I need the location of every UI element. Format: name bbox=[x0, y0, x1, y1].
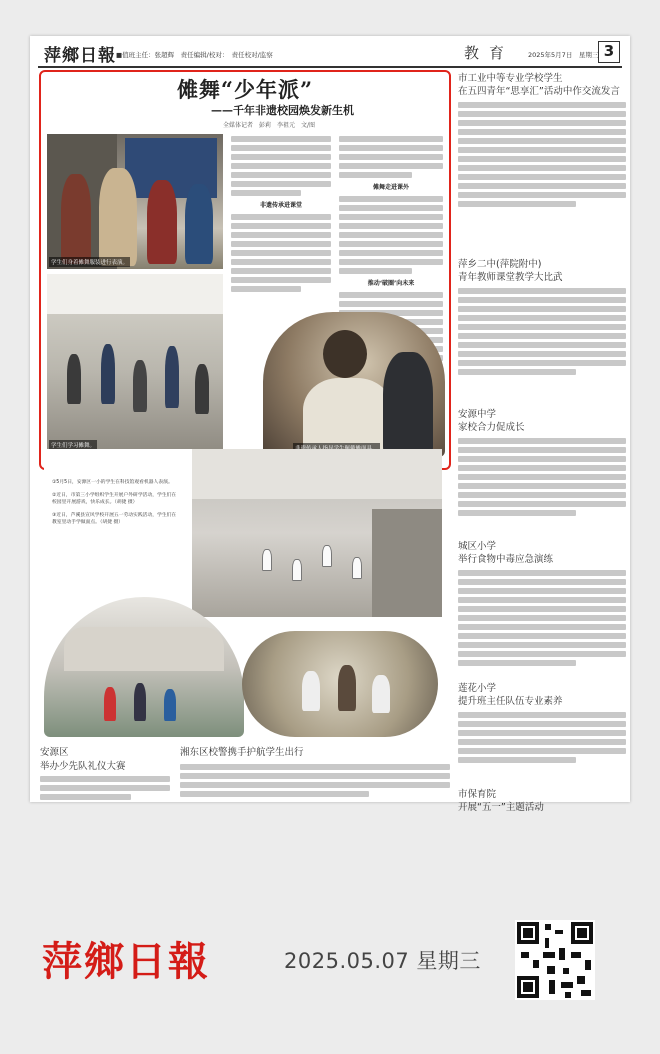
article-headline: 举办少先队礼仪大赛 bbox=[40, 761, 126, 772]
lead-story-highlight[interactable] bbox=[39, 70, 451, 470]
article-xiangdong-police[interactable] bbox=[180, 744, 450, 800]
robot-figure bbox=[352, 557, 362, 579]
article-headline: 举行食物中毒应急演练 bbox=[458, 554, 554, 565]
masthead-credits: ■值班主任：张超辉 责任编辑/校对： 责任校对/监察 bbox=[116, 51, 273, 59]
lead-subhead-1: 非遗传承进课堂 bbox=[259, 202, 302, 209]
article-vocational-school[interactable] bbox=[458, 72, 626, 210]
article-body bbox=[40, 776, 170, 800]
robot-figure bbox=[262, 549, 272, 571]
article-headline: 在五四青年“思享汇”活动中作交流发言 bbox=[458, 86, 620, 97]
robot-figure bbox=[292, 559, 302, 581]
robot-figure bbox=[322, 545, 332, 567]
teacher-figure bbox=[383, 352, 433, 457]
qr-code[interactable] bbox=[515, 920, 595, 1000]
performer-figure bbox=[147, 180, 177, 264]
performer-figure bbox=[99, 168, 137, 266]
article-headline: 提升班主任队伍专业素养 bbox=[458, 696, 563, 707]
article-headline: 湘东区校警携手护航学生出行 bbox=[180, 747, 304, 758]
footer-logo: 萍鄉日報 bbox=[42, 938, 210, 985]
footer-date: 2025.05.07 星期三 bbox=[284, 949, 481, 973]
article-pingxiang-no2[interactable] bbox=[458, 258, 626, 378]
dancer-figure bbox=[133, 360, 147, 412]
dance-practice-photo bbox=[47, 274, 223, 452]
photo-caption-1: ①5月5日，安源区一小的学生在科技馆观看机器人表演。 bbox=[52, 480, 173, 485]
masthead-date: 2025年5月7日 星期三 bbox=[528, 51, 599, 59]
article-headline: 市保育院 bbox=[458, 789, 497, 800]
lead-story-subtitle: ——千年非遗校园焕发新生机 bbox=[211, 104, 354, 117]
audience-crowd bbox=[372, 509, 442, 617]
article-headline: 市工业中等专业学校学生 bbox=[458, 73, 563, 84]
window-light bbox=[47, 274, 223, 314]
school-building bbox=[64, 627, 224, 671]
photo-caption-3: ③近日，芦溪县宣风学校开展五一劳动实践活动，学生们在教室里动手学做面点。（胡捷 摄） bbox=[52, 513, 177, 525]
performer-figure bbox=[185, 184, 213, 264]
photo-caption-2: ②近日，市第三小学组织学生开展户外研学活动，学生们在校园里开展游戏，快乐成长。（胡捷 摄） bbox=[52, 493, 177, 505]
child-figure bbox=[104, 687, 116, 721]
page-number: 3 bbox=[598, 41, 620, 63]
article-body bbox=[458, 438, 626, 516]
masthead bbox=[38, 40, 622, 68]
lead-subhead-3: 推动‘破圈’向未来 bbox=[367, 280, 415, 287]
newspaper-page bbox=[30, 36, 630, 813]
lead-text-column-1 bbox=[231, 136, 331, 295]
section-name: 教育 bbox=[464, 44, 515, 62]
nuo-mask bbox=[323, 330, 367, 378]
child-figure bbox=[164, 689, 176, 721]
bottom-news-row bbox=[40, 744, 624, 802]
dancer-figure bbox=[67, 354, 81, 404]
mask-fitting-photo bbox=[263, 312, 445, 457]
masthead-logo: 萍鄉日報 bbox=[44, 46, 116, 66]
student-figure bbox=[372, 675, 390, 713]
schoolyard-photo bbox=[44, 597, 244, 737]
opera-performance-photo bbox=[47, 134, 223, 269]
article-headline: 安源中学 bbox=[458, 409, 497, 420]
student-figure bbox=[338, 665, 356, 711]
dancer-figure bbox=[195, 364, 209, 414]
article-headline: 萍乡二中(萍院附中) bbox=[458, 259, 542, 270]
article-headline: 开展“五一”主题活动 bbox=[458, 802, 544, 813]
article-city-primary[interactable] bbox=[458, 540, 626, 669]
article-headline: 城区小学 bbox=[458, 541, 497, 552]
article-headline: 莲花小学 bbox=[458, 683, 497, 694]
article-body bbox=[458, 102, 626, 207]
article-anyuan-middle[interactable] bbox=[458, 408, 626, 519]
student-figure bbox=[302, 671, 320, 711]
dance-photo-caption: 学生们学习傩舞。 bbox=[49, 440, 97, 450]
dancer-figure bbox=[101, 344, 115, 404]
robot-show-photo bbox=[192, 449, 442, 617]
lead-story-byline: 全媒体记者 彭莉 李祖元 文/图 bbox=[223, 122, 316, 129]
hall-ceiling bbox=[192, 449, 442, 499]
performer-figure bbox=[61, 174, 91, 264]
cooking-class-photo bbox=[242, 631, 438, 737]
article-headline: 安源区 bbox=[40, 747, 69, 758]
article-body bbox=[458, 288, 626, 375]
article-anyuan-pioneers[interactable] bbox=[40, 744, 170, 803]
article-headline: 青年教师课堂教学大比武 bbox=[458, 272, 563, 283]
opera-photo-caption: 学生们身着傩舞服装进行表演。 bbox=[49, 257, 130, 267]
article-body bbox=[180, 764, 450, 797]
lead-subhead-2: 傩舞走进课外 bbox=[372, 184, 409, 191]
article-headline: 家校合力促成长 bbox=[458, 422, 525, 433]
lead-story-title: 傩舞“少年派” bbox=[176, 77, 314, 102]
article-body bbox=[458, 570, 626, 666]
photo-news-panel bbox=[44, 449, 442, 739]
dancer-figure bbox=[165, 346, 179, 408]
photo-news-captions bbox=[52, 479, 180, 532]
child-figure bbox=[134, 683, 146, 721]
